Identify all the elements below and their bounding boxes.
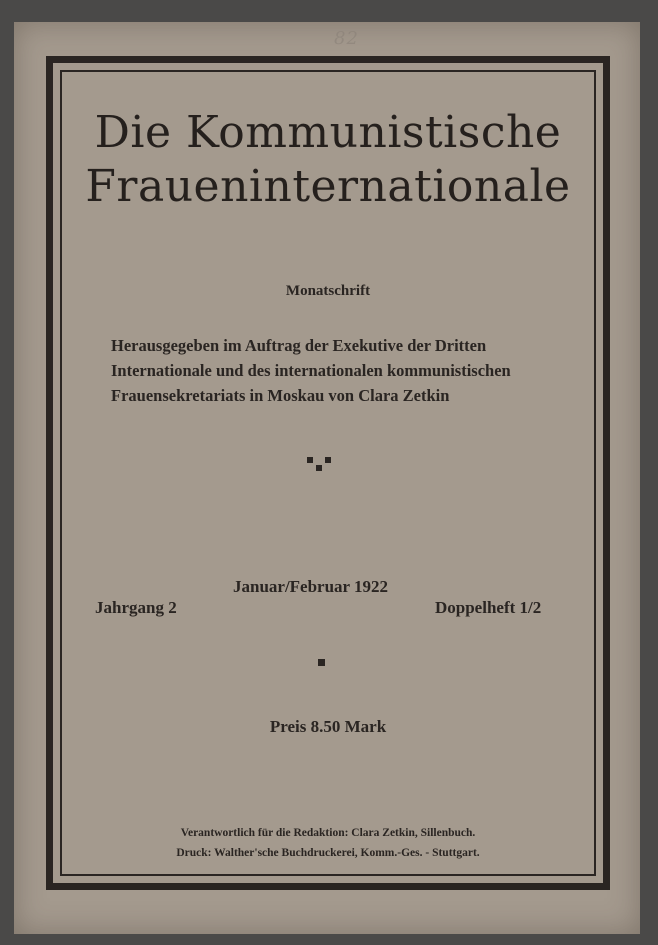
issue-label: Doppelheft 1/2 <box>435 598 542 617</box>
imprint <box>53 823 603 863</box>
issue-date: Januar/Februar 1922 <box>233 577 389 596</box>
cover-frame <box>46 56 610 890</box>
publisher-line: Herausgegeben im Auftrag der Exekutive der Dritten <box>111 336 487 355</box>
magazine-cover <box>14 22 640 934</box>
publisher-statement <box>111 333 571 408</box>
publisher-line: Internationale und des internationalen kommunistischen <box>111 361 511 380</box>
ornament-icon <box>307 457 335 477</box>
title-line-2: Fraueninternationale <box>85 161 571 212</box>
volume-label: Jahrgang 2 <box>95 598 177 617</box>
subtitle: Monatschrift <box>285 283 371 299</box>
pencil-mark: 82 <box>334 28 359 49</box>
publisher-line: Frauensekretariats in Moskau von Clara Zetkin <box>111 386 450 405</box>
separator-dot-icon <box>318 659 325 666</box>
title-line-1: Die Kommunistische <box>94 107 562 158</box>
imprint-line: Verantwortlich für die Redaktion: Clara Zetkin, Sillenbuch. <box>180 827 476 839</box>
imprint-line: Druck: Walther'sche Buchdruckerei, Komm.-Ges. - Stuttgart. <box>176 847 480 859</box>
price-label: Preis 8.50 Mark <box>269 717 387 736</box>
